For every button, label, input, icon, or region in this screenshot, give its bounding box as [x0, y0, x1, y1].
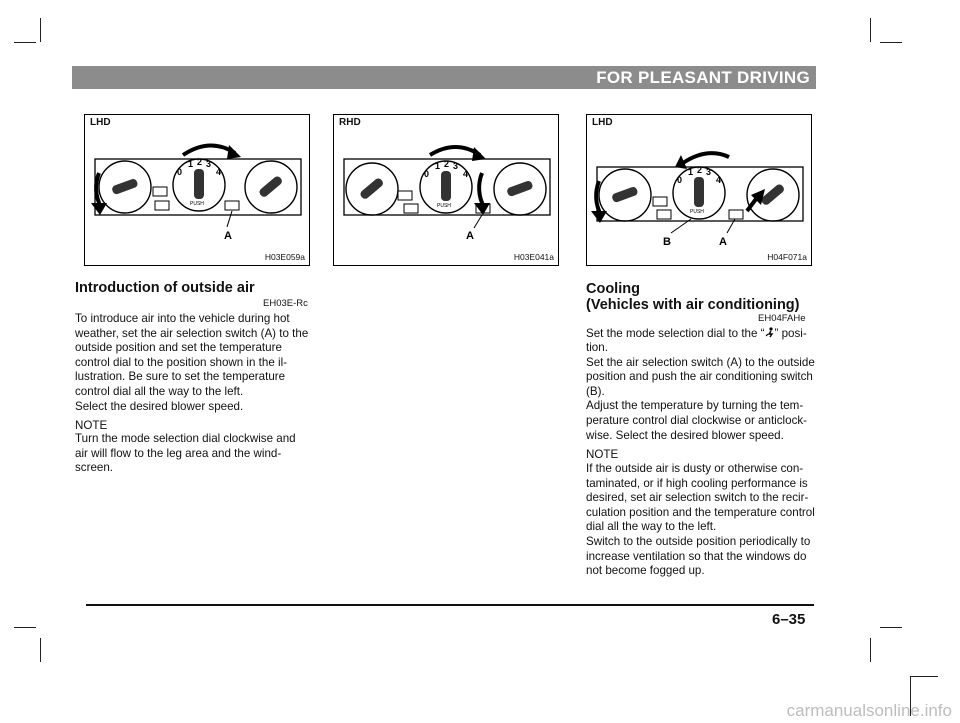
- crop-mark: [14, 42, 36, 43]
- watermark: carmanualsonline.info: [786, 701, 952, 720]
- dial-number: 1: [435, 161, 441, 171]
- dial-number: 3: [706, 167, 712, 177]
- dial-number: 1: [688, 167, 694, 177]
- dial-number: 0: [677, 175, 683, 185]
- mode-leg-icon: [765, 327, 775, 338]
- section-header-bar: [72, 66, 816, 89]
- dial-number: 2: [197, 157, 203, 167]
- figure-code: H04F071a: [767, 252, 807, 262]
- section-title-cooling-sub: (Vehicles with air conditioning): [586, 297, 800, 313]
- dial-number: 4: [216, 167, 222, 177]
- cooling-mode-text-pre: Set the mode selection dial to the “: [586, 327, 765, 340]
- footer-rule: [86, 604, 814, 606]
- figure-code: H03E041a: [513, 252, 554, 262]
- section-title-cooling: Cooling: [586, 281, 640, 297]
- push-label: PUSH: [690, 209, 704, 215]
- page-number: 6–35: [772, 611, 806, 628]
- figure-label-a: A: [466, 230, 474, 242]
- figure-tag: LHD: [90, 117, 111, 128]
- figure-rhd-outside-air: [333, 114, 559, 266]
- dial-number: 0: [177, 167, 183, 177]
- crop-mark: [880, 627, 902, 628]
- crop-mark: [40, 638, 41, 662]
- dial-number: 4: [716, 175, 722, 185]
- figure-label-b: B: [663, 236, 671, 248]
- crop-mark: [40, 18, 41, 42]
- figure-lhd-outside-air: [84, 114, 310, 266]
- figure-code: H03E059a: [264, 252, 305, 262]
- outside-air-paragraph: To introduce air into the vehicle during hot weather, set the air selection switch (A) to the outside position and set the temperature control dial to the position shown in the il- lustration. Be sure to set the temperature control dial all the way to the left. Select the desired blower speed.: [75, 312, 309, 413]
- cooling-mode-text-post: ” posi-: [774, 327, 807, 340]
- crop-mark: [880, 42, 902, 43]
- figure-lhd-cooling: [586, 114, 812, 266]
- dial-number: 2: [444, 159, 450, 169]
- note-heading: NOTE: [586, 448, 619, 461]
- crop-mark: [910, 676, 938, 677]
- heater-control-illustration: [85, 115, 309, 265]
- section-header-title: FOR PLEASANT DRIVING: [596, 68, 810, 87]
- figure-tag: RHD: [339, 117, 361, 128]
- cooling-paragraph: tion. Set the air selection switch (A) to the outside position and push the air conditioning switch (B). Adjust the temperature by turning the tem- perature control dial clockwise or anticlock- wise. Select the desired blower speed.: [586, 341, 815, 442]
- dial-number: 4: [463, 169, 469, 179]
- dial-number: 1: [188, 159, 194, 169]
- dial-number: 3: [206, 159, 212, 169]
- cooling-mode-line: [586, 326, 816, 342]
- note-heading: NOTE: [75, 419, 108, 432]
- dial-number: 2: [697, 165, 703, 175]
- crop-mark: [14, 627, 36, 628]
- heater-control-illustration: [334, 115, 558, 265]
- push-label: PUSH: [437, 203, 451, 209]
- push-label: PUSH: [190, 201, 204, 207]
- dial-number: 0: [424, 169, 430, 179]
- crop-mark: [870, 18, 871, 42]
- section-title-outside-air: Introduction of outside air: [75, 280, 255, 296]
- figure-label-a: A: [224, 230, 232, 242]
- dial-number: 3: [453, 161, 459, 171]
- cooling-note: If the outside air is dusty or otherwise con- taminated, or if high cooling performance is desired, set air selection switch to the recir- culation position and the temperature control dial all the way to the left. Switch to the outside position periodically to increase ventilation so that the windows do not become fogged up.: [586, 462, 815, 578]
- outside-air-note: Turn the mode selection dial clockwise and air will flow to the leg area and the wind- screen.: [75, 432, 296, 475]
- figure-label-a: A: [719, 236, 727, 248]
- heater-control-illustration: [587, 115, 811, 265]
- section-code: EH03E-Rc: [263, 298, 308, 309]
- section-code: EH04FAHe: [758, 313, 806, 324]
- crop-mark: [870, 638, 871, 662]
- figure-tag: LHD: [592, 117, 613, 128]
